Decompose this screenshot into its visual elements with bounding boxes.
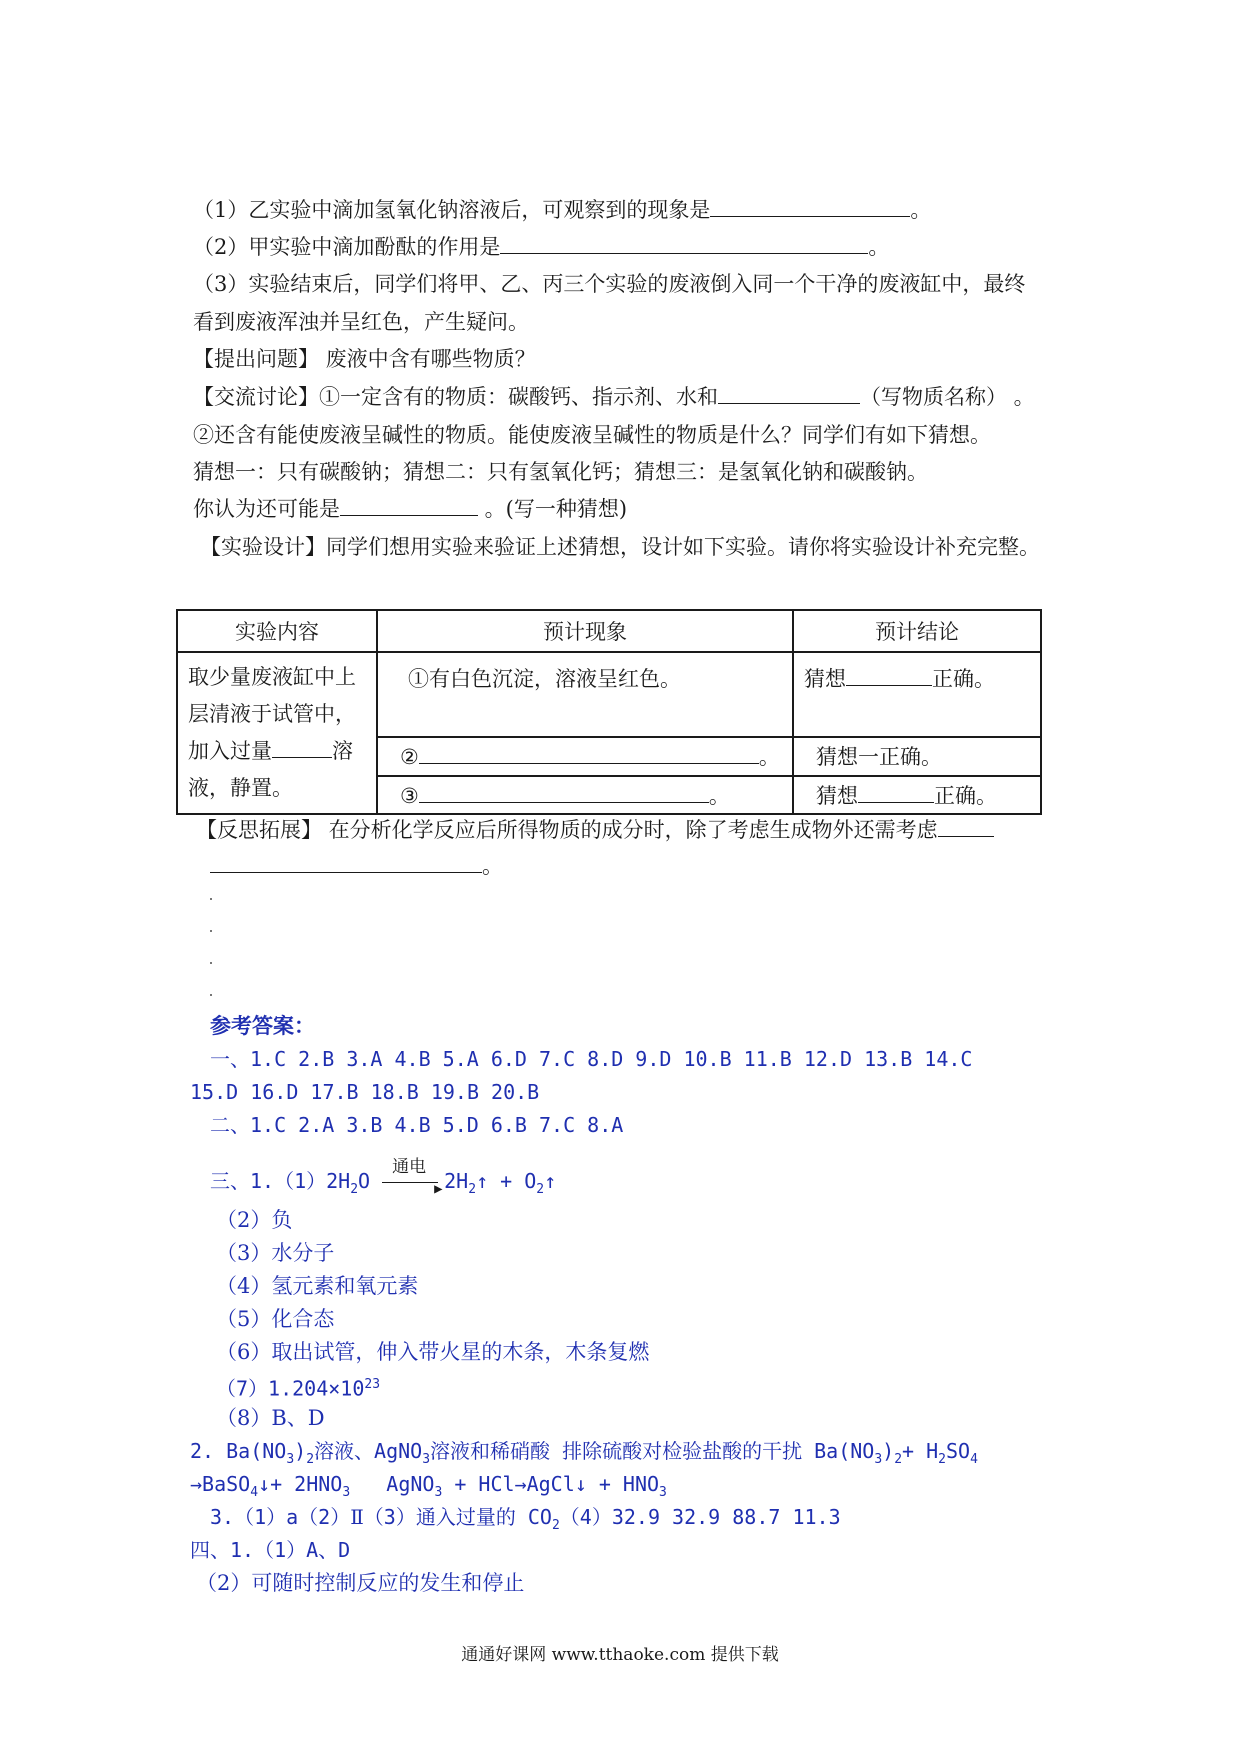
guesses: 猜想一：只有碳酸钠；猜想二：只有氢氧化钙；猜想三：是氢氧化钠和碳酸钠。 [193, 460, 928, 484]
answer-blank[interactable] [846, 665, 932, 686]
answer-blank[interactable] [718, 383, 860, 404]
conclusion-cell: 猜想 正确。 [793, 776, 1041, 814]
answer-3-4: （4）氢元素和氧元素 [216, 1274, 419, 1298]
dot-marker [210, 930, 212, 932]
answer-blank[interactable] [710, 196, 910, 217]
phenomenon-cell: ①有白色沉淀，溶液呈红色。 [377, 652, 793, 737]
dot-marker [210, 898, 212, 900]
answer-blank[interactable] [419, 743, 759, 764]
maybe-guess: 你认为还可能是 。(写一种猜想) [193, 497, 628, 521]
answer-3-7: $(7)1.204\times 10^{23}$ [216, 1376, 381, 1401]
phenomenon-cell: ③ 。 [377, 776, 793, 814]
question-2: （2）甲实验中滴加酚酞的作用是 。 [193, 235, 890, 259]
answers-title: 参考答案： [210, 1013, 315, 1038]
table-header-row [177, 610, 1041, 652]
answer-blank[interactable] [419, 782, 709, 803]
reflection: 【反思拓展】 在分析化学反应后所得物质的成分时，除了考虑生成物外还需考虑 [196, 816, 994, 844]
answers-section-3-eq: 三、$1.(1)2H_2O$ 通电 ▶ $2H_2↑$ + $O_2↑$ [210, 1156, 557, 1197]
answer-blank[interactable] [272, 737, 332, 758]
answer-q2-line1: 2. $Ba(NO_3)_2$溶液、AgNO$_3$溶液和稀硝酸 排除硫酸对检验盐酸的干扰 $Ba(NO_3)_2+ H_2SO_4$ [190, 1439, 978, 1467]
question-3-line1: （3）实验结束后，同学们将甲、乙、丙三个实验的废液倒入同一个干净的废液缸中，最终 [193, 272, 1026, 296]
table-header: 实验内容 [177, 610, 377, 652]
footer: 通通好课网 www.tthaoke.com 提供下载 [461, 1645, 779, 1665]
answer-3-5: （5）化合态 [216, 1307, 335, 1331]
conclusion-cell: 猜想 正确。 [793, 652, 1041, 737]
phenomenon-cell: ② 。 [377, 737, 793, 775]
question-3-line2: 看到废液浑浊并呈红色，产生疑问。 [193, 310, 529, 334]
answer-3-2: （2）负 [216, 1208, 293, 1232]
content-cell: 取少量废液缸中上 层清液于试管中， 加入过量 溶 液，静置。 [177, 652, 377, 814]
answer-3-8: （8）B、D [216, 1406, 325, 1430]
raise-question: 【提出问题】 废液中含有哪些物质？ [193, 347, 536, 371]
answer-blank[interactable] [858, 782, 934, 803]
answers-section-2: 二、1.C 2.A 3.B 4.B 5.D 6.B 7.C 8.A [210, 1113, 624, 1137]
answer-blank[interactable] [210, 852, 482, 873]
question-1: （1）乙实验中滴加氢氧化钠溶液后，可观察到的现象是 。 [193, 198, 932, 222]
reaction-arrow: 通电 ▶ [382, 1173, 444, 1193]
answer-3-3: （3）水分子 [216, 1241, 335, 1265]
answer-section-4: 四、1.（1）A、D [190, 1538, 351, 1562]
answers-section-1: 一、1.C 2.B 3.A 4.B 5.A 6.D 7.C 8.D 9.D 10.B 11.B 12.D 13.B 14.C [210, 1047, 973, 1071]
table-header: 预计结论 [793, 610, 1041, 652]
experiment-table [176, 609, 1042, 815]
experiment-design: 【实验设计】同学们想用实验来验证上述猜想，设计如下实验。请你将实验设计补充完整。 [200, 535, 1040, 559]
table-header: 预计现象 [377, 610, 793, 652]
table-row [177, 652, 1041, 737]
answers-section-1b: 15.D 16.D 17.B 18.B 19.B 20.B [190, 1080, 540, 1104]
conclusion-cell: 猜想一正确。 [793, 737, 1041, 775]
answer-q3: 3.（1）a（2）Ⅱ（3）通入过量的 $CO_2(4)32.9$ 32.9 88.7 11.3 [210, 1505, 841, 1533]
discussion: 【交流讨论】①一定含有的物质：碳酸钙、指示剂、水和 （写物质名称） 。 [193, 385, 1035, 409]
dot-marker [210, 962, 212, 964]
dot-marker [210, 994, 212, 996]
reflection-line2: 。 [210, 852, 503, 880]
answer-blank[interactable] [938, 816, 994, 837]
answer-q2-line2: →BaSO$_4$↓+ $2HNO_3$ AgNO$_3$ + HCl→AgCl↓ + $HNO_3$ [190, 1472, 667, 1500]
answer-blank[interactable] [500, 233, 868, 254]
answer-section-4-2: （2）可随时控制反应的发生和停止 [196, 1571, 525, 1595]
answer-3-6: （6）取出试管，伸入带火星的木条，木条复燃 [216, 1340, 650, 1364]
discussion-2: ②还含有能使废液呈碱性的物质。能使废液呈碱性的物质是什么？同学们有如下猜想。 [193, 423, 991, 447]
answer-blank[interactable] [340, 495, 478, 516]
